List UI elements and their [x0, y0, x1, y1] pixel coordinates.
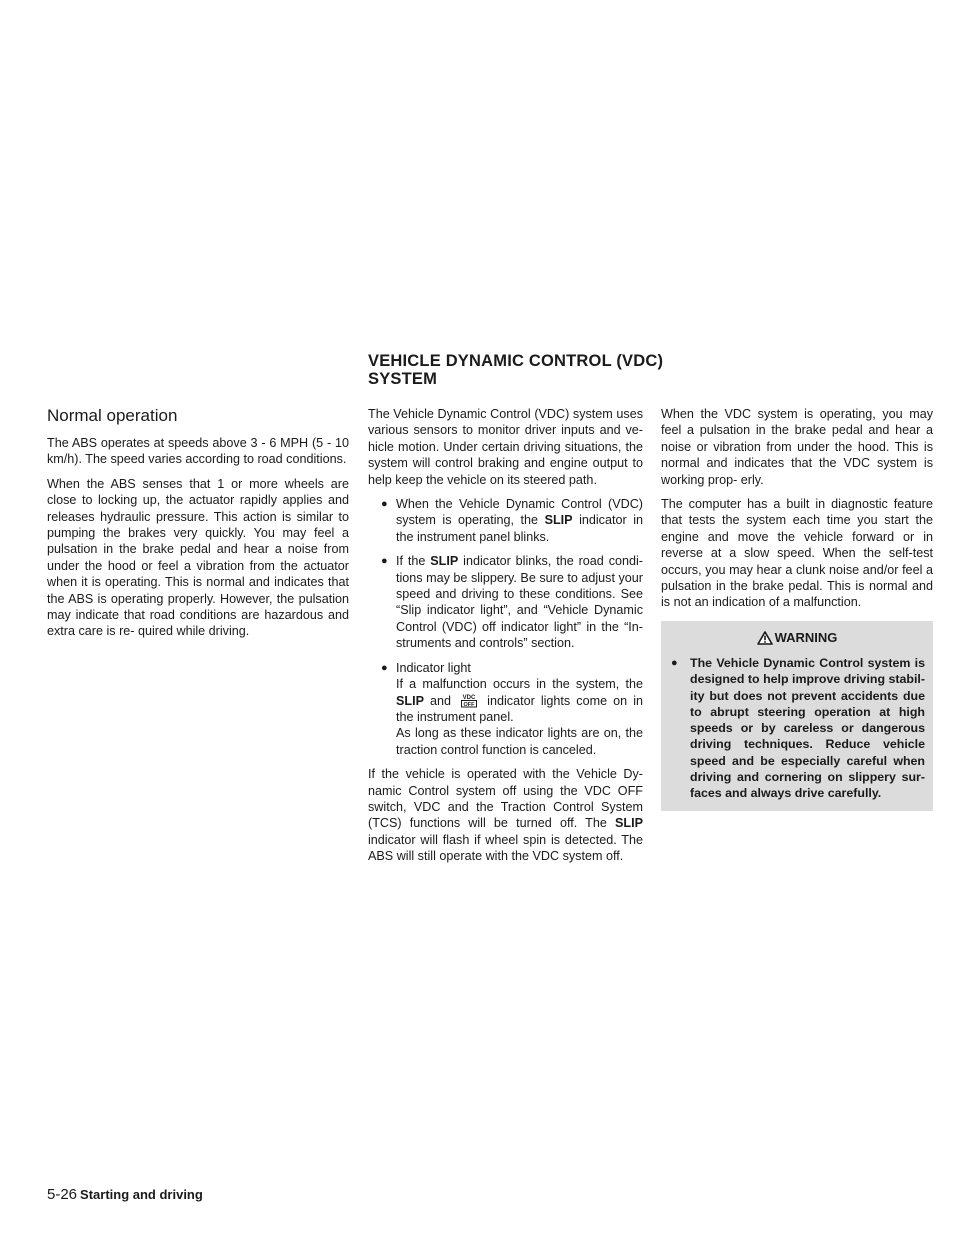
section-title: VEHICLE DYNAMIC CONTROL (VDC) SYSTEM — [368, 352, 664, 388]
list-item: ● Indicator light If a malfunction occurs in the system, the SLIP and VDC OFF indicator lights come on in the instrument panel. As long as these indicator lights are on, the traction control function is canceled. — [381, 660, 643, 757]
heading-normal-operation: Normal operation — [47, 406, 178, 425]
column-normal-operation — [47, 406, 349, 648]
page-number: 5-26 — [47, 1186, 78, 1203]
bullet-icon: ● — [381, 555, 388, 568]
page-footer — [47, 1186, 203, 1203]
warning-box — [661, 621, 933, 811]
paragraph: The ABS operates at speeds above 3 - 6 MPH (5 - 10 km/h). The speed varies according to road conditions. — [47, 436, 349, 467]
paragraph: The Vehicle Dynamic Control (VDC) system uses various sensors to monitor driver inputs and ve- hicle motion. Under certain driving situations, the system will control braking and engine output to help keep the vehicle on its steered path. — [368, 407, 643, 487]
paragraph: The computer has a built in diagnostic feature that tests the system each time you start the engine and move the vehicle forward or in reverse at a slow speed. When the self-test occurs, you may hear a clunk noise and/or feel a pulsation in the brake pedal. This is normal and is not an indication of a malfunction. — [661, 497, 933, 610]
bullet-list — [368, 496, 643, 758]
paragraph: If the vehicle is operated with the Vehicle Dy- namic Control system off using the VDC OFF switch, VDC and the Traction Control System (TCS) functions will be turned off. The SLIP indicator will flash if wheel spin is detected. The ABS will still operate with the VDC system off. — [368, 767, 643, 864]
bullet-icon: ● — [381, 661, 388, 674]
warning-triangle-icon — [757, 631, 773, 645]
svg-text:OFF: OFF — [463, 701, 475, 708]
warning-item: ● The Vehicle Dynamic Control system is designed to help improve driving stabil- ity but does not prevent accidents due to abrupt steering operation at high speeds or by careless or dangerous driving techniques. Reduce vehicle speed and be especially careful when driving and cornering on slippery sur- faces and always drive carefully. — [671, 656, 925, 800]
vdc-off-icon — [460, 693, 478, 708]
paragraph: When the ABS senses that 1 or more wheels are close to locking up, the actuator rapidly applies and releases hydraulic pressure. This action is similar to pumping the brakes very quickly. You may feel a pulsation in the brake pedal and hear a noise from under the hood or feel a vibration from the actuator when it is operating. This is normal and indicates that the ABS is operating properly. However, the pulsation may indicate that road conditions are hazardous and extra care is re- quired while driving. — [47, 476, 349, 639]
list-item: ● If the SLIP indicator blinks, the road condi- tions may be slippery. Be sure to adjust your speed and driving to these conditions. See “Slip indicator light”, and “Vehicle Dynamic Control (VDC) off indicator light” in the “In- struments and controls” section. — [381, 554, 643, 651]
bullet-icon: ● — [671, 657, 678, 670]
list-item: ● When the Vehicle Dynamic Control (VDC) system is operating, the SLIP indicator in the instrument panel blinks. — [381, 497, 643, 544]
bullet-icon: ● — [381, 498, 388, 511]
svg-text:VDC: VDC — [462, 694, 476, 701]
chapter-title: Starting and driving — [80, 1187, 203, 1202]
column-vdc-operation — [661, 406, 933, 811]
paragraph: When the VDC system is operating, you may feel a pulsation in the brake pedal and hear a noise or vibration from under the hood. This is normal and indicates that the VDC system is working prop- erly. — [661, 407, 933, 487]
column-vdc-description — [368, 406, 643, 873]
warning-heading: WARNING — [669, 630, 925, 646]
